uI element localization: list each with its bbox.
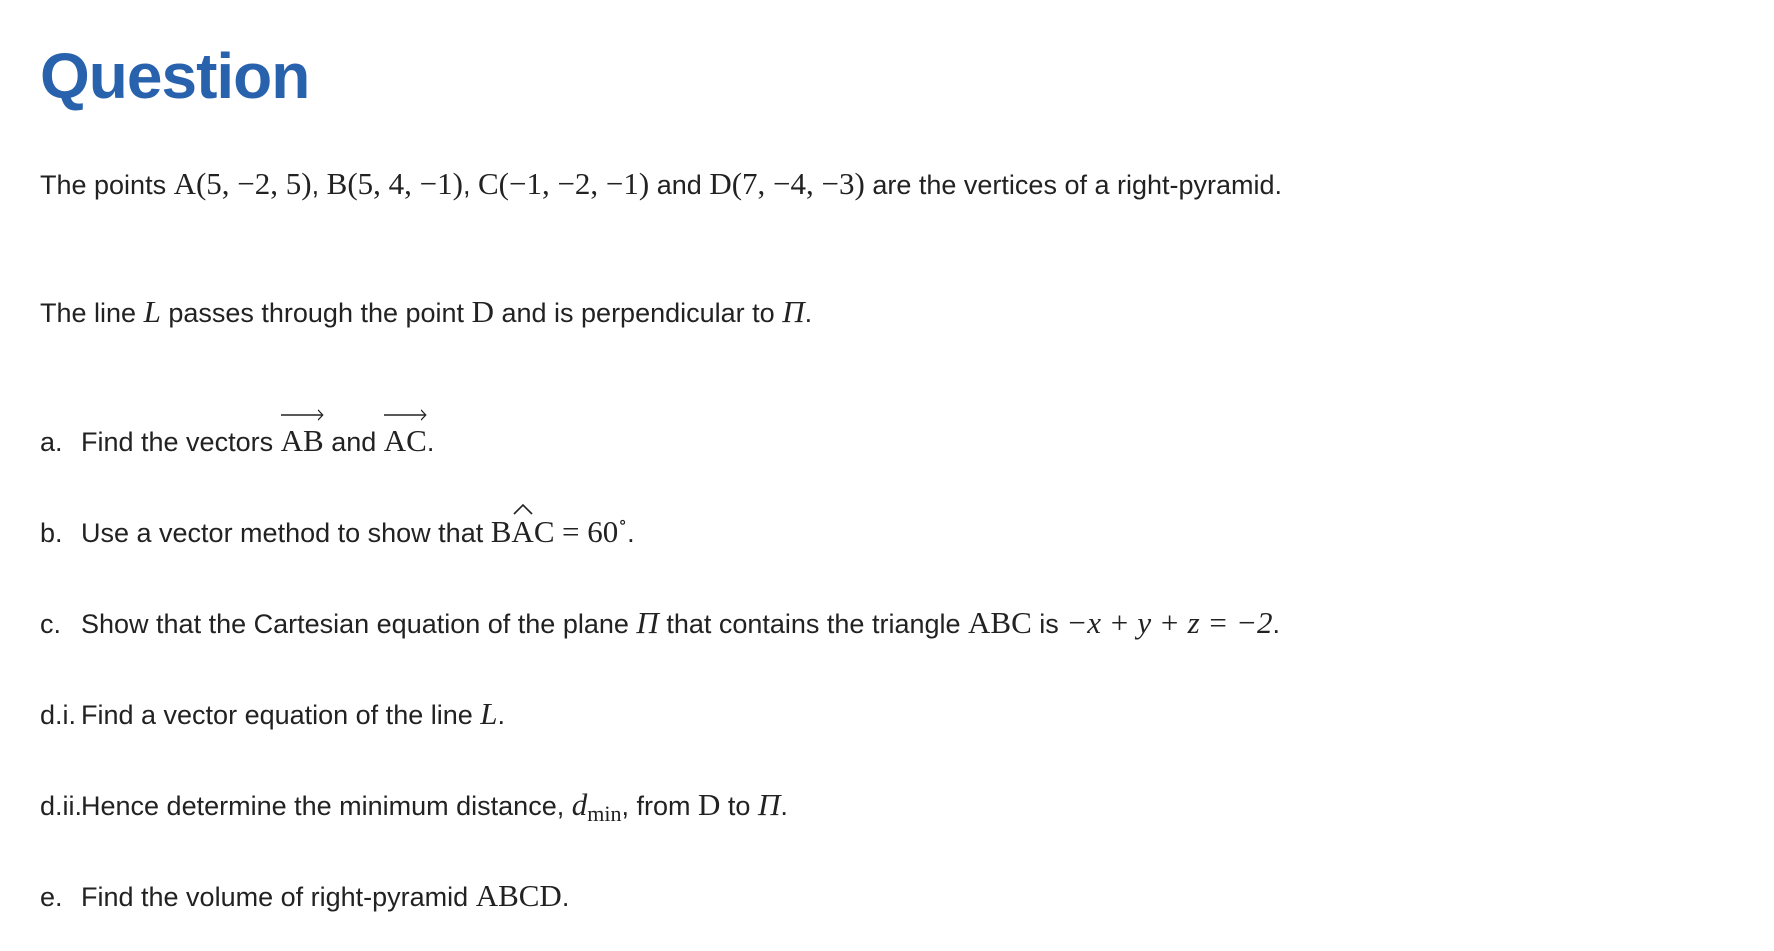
angle-value [562, 514, 627, 549]
part-di-text: Find a vector equation of the line [81, 700, 473, 730]
page-title: Question [40, 40, 310, 112]
angle-vertex-label: A [511, 514, 534, 549]
part-b-text: Use a vector method to show that [81, 518, 484, 548]
part-text [81, 421, 434, 462]
part-dii-text: Hence determine the minimum distance, [81, 791, 565, 821]
part-label: d.i. [40, 700, 77, 730]
line-symbol: L [480, 696, 498, 731]
part-text [81, 603, 1280, 644]
question-parts-list [40, 421, 1774, 917]
part-b-end: . [627, 518, 635, 548]
d-subscript: min [587, 801, 622, 826]
intro-paragraph: The points A(5, −2, 5), B(5, 4, −1), C(−1, −2, −1) and D(7, −4, −3) are the vertices of a right-pyramid. [40, 166, 1283, 201]
vector-ab [281, 421, 324, 461]
intro-text-after: are the vertices of a right-pyramid. [872, 170, 1283, 200]
part-e-text: Find the volume of right-pyramid [81, 882, 469, 912]
degree-symbol: ∘ [618, 512, 628, 532]
line-statement-end: . [804, 298, 813, 328]
angle-vertex [511, 512, 533, 552]
vector-ac-label: AC [383, 423, 427, 458]
point-a: A(5, −2, 5) [173, 166, 312, 201]
point-b: B(5, 4, −1) [326, 166, 463, 201]
part-text [81, 694, 505, 735]
part-text [81, 876, 569, 917]
plane-equation: −x + y + z = −2 [1066, 605, 1273, 640]
part-c [40, 603, 1774, 644]
d-min-symbol [571, 787, 622, 826]
part-c-end: . [1272, 609, 1281, 639]
line-statement [40, 292, 1774, 333]
part-dii-text: , from [621, 791, 691, 821]
part-text [81, 512, 635, 553]
part-label: a. [40, 427, 63, 457]
part-di-end: . [497, 700, 506, 730]
plane-symbol: Π [636, 605, 659, 640]
intro-text-before: The points [40, 170, 167, 200]
part-label: d.ii. [40, 791, 83, 821]
point-c: C(−1, −2, −1) [477, 166, 650, 201]
part-dii-end: . [780, 791, 788, 821]
vector-ac [384, 421, 427, 461]
pyramid-abcd: ABCD [475, 878, 562, 913]
angle-bac [491, 514, 555, 549]
part-a [40, 421, 1774, 462]
part-label: b. [40, 518, 63, 548]
hat-icon [512, 503, 534, 515]
angle-equals: = 60 [562, 514, 619, 549]
angle-right: C [533, 514, 555, 549]
part-a-text: Find the vectors [81, 427, 274, 457]
part-b [40, 512, 1774, 553]
line-statement-text: The line [40, 298, 137, 328]
line-statement-text: and is perpendicular to [501, 298, 775, 328]
d-symbol: d [571, 787, 588, 822]
intro-and: and [656, 170, 702, 200]
part-a-end: . [426, 427, 435, 457]
triangle-abc: ABC [968, 605, 1032, 640]
point-symbol: D [698, 787, 721, 822]
part-a-and: and [331, 427, 377, 457]
part-d-i [40, 694, 1774, 735]
part-label: e. [40, 882, 63, 912]
part-c-text: Show that the Cartesian equation of the plane [81, 609, 629, 639]
vector-ab-label: AB [280, 423, 324, 458]
part-dii-text: to [727, 791, 751, 821]
part-e [40, 876, 1774, 917]
part-c-text: that contains the triangle [666, 609, 961, 639]
part-e-end: . [561, 882, 570, 912]
line-symbol: L [143, 294, 161, 329]
line-statement-text: passes through the point [168, 298, 465, 328]
vector-arrow-icon [384, 409, 427, 421]
part-text [81, 785, 788, 826]
point-d: D(7, −4, −3) [709, 166, 865, 201]
part-c-text: is [1039, 609, 1059, 639]
plane-symbol: Π [782, 294, 805, 329]
plane-symbol: Π [757, 787, 781, 822]
point-symbol: D [471, 294, 494, 329]
part-label: c. [40, 609, 62, 639]
vector-arrow-icon [281, 409, 324, 421]
part-d-ii [40, 785, 1774, 826]
angle-left: B [490, 514, 512, 549]
